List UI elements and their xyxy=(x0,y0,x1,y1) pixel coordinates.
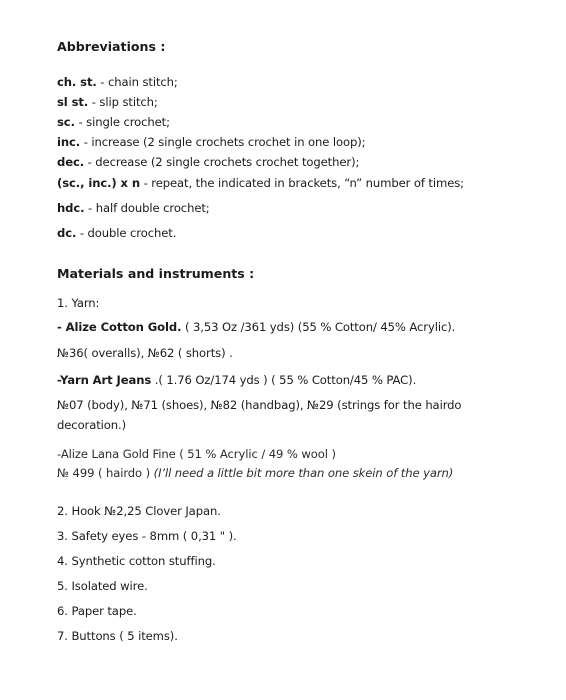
abbreviation-item xyxy=(57,201,210,215)
material-item-stuffing: 4. Synthetic cotton stuffing. xyxy=(57,554,216,568)
yarn-name: -Yarn Art Jeans xyxy=(57,373,152,387)
abbreviation-item xyxy=(57,75,178,89)
materials-title: Materials and instruments : xyxy=(57,266,255,281)
abbreviation-term: inc. xyxy=(57,135,81,149)
abbreviation-term: hdc. xyxy=(57,201,85,215)
abbreviation-definition: - double crochet. xyxy=(76,226,177,240)
abbreviation-item xyxy=(57,95,158,109)
yarn-art-numbers-cont: decoration.) xyxy=(57,418,127,432)
abbreviation-definition: - increase (2 single crochets crochet in one loop); xyxy=(80,135,366,149)
abbreviation-definition: - repeat, the indicated in brackets, “n” number of times; xyxy=(140,176,464,190)
abbreviation-item xyxy=(57,115,170,129)
material-item-wire: 5. Isolated wire. xyxy=(57,579,148,593)
yarn-label: 1. Yarn: xyxy=(57,296,100,310)
abbreviation-definition: - half double crochet; xyxy=(84,201,210,215)
abbreviation-item xyxy=(57,155,359,169)
yarn-spec: .( 1.76 Oz/174 yds ) ( 55 % Cotton/45 % PAC). xyxy=(151,373,417,387)
alize-lana-number-line xyxy=(57,466,453,480)
abbreviation-item xyxy=(57,176,464,190)
yarn-art-numbers: №07 (body), №71 (shoes), №82 (handbag), №29 (strings for the hairdo xyxy=(57,398,462,412)
abbreviation-term: dc. xyxy=(57,226,77,240)
abbreviation-term: (sc., inc.) x n xyxy=(57,176,141,190)
alize-cotton-numbers: №36( overalls), №62 ( shorts) . xyxy=(57,346,233,360)
alize-lana-number: № 499 ( hairdo ) xyxy=(57,466,154,480)
yarn-spec: ( 3,53 Oz /361 yds) (55 % Cotton/ 45% Acrylic). xyxy=(181,320,456,334)
abbreviation-term: sl st. xyxy=(57,95,89,109)
abbreviations-title: Abbreviations : xyxy=(57,39,166,54)
abbreviation-item xyxy=(57,226,176,240)
alize-cotton-line xyxy=(57,320,455,334)
material-item-tape: 6. Paper tape. xyxy=(57,604,137,618)
abbreviation-definition: - decrease (2 single crochets crochet together); xyxy=(84,155,360,169)
abbreviation-definition: - single crochet; xyxy=(74,115,170,129)
yarn-name: - Alize Cotton Gold. xyxy=(57,320,182,334)
material-item-buttons: 7. Buttons ( 5 items). xyxy=(57,629,178,643)
abbreviation-term: ch. st. xyxy=(57,75,97,89)
alize-lana-note: (I’ll need a little bit more than one skein of the yarn) xyxy=(153,466,454,480)
alize-lana-line: -Alize Lana Gold Fine ( 51 % Acrylic / 49 % wool ) xyxy=(57,447,336,461)
abbreviation-definition: - slip stitch; xyxy=(88,95,158,109)
abbreviation-term: dec. xyxy=(57,155,85,169)
material-item-hook: 2. Hook №2,25 Clover Japan. xyxy=(57,504,221,518)
abbreviation-term: sc. xyxy=(57,115,75,129)
abbreviation-item xyxy=(57,135,366,149)
material-item-eyes: 3. Safety eyes - 8mm ( 0,31 " ). xyxy=(57,529,237,543)
abbreviation-definition: - chain stitch; xyxy=(96,75,178,89)
yarn-art-line xyxy=(57,373,416,387)
